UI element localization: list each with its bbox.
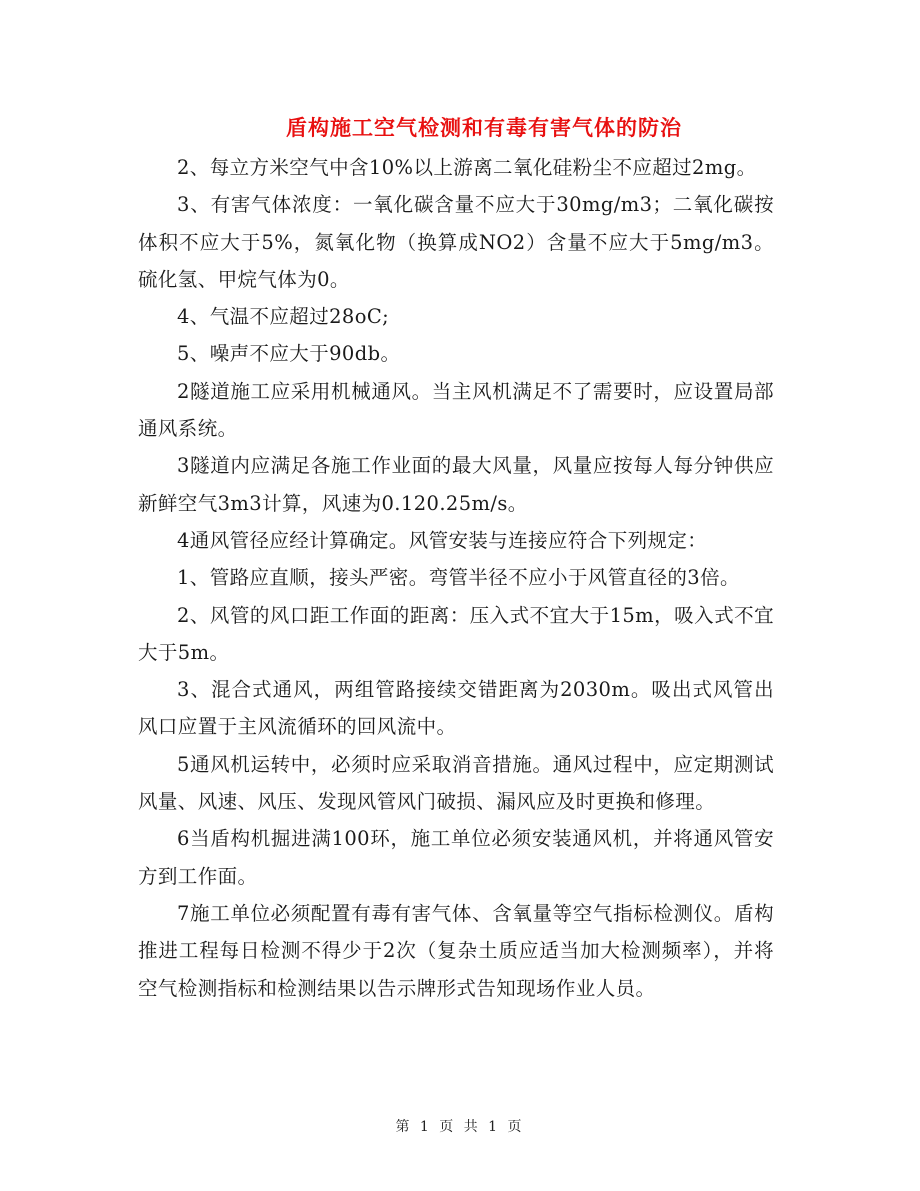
paragraph: 3、混合式通风，两组管路接续交错距离为2030m。吸出式风管出风口应置于主风流循环的回风流中。 — [138, 678, 774, 739]
paragraph: 7施工单位必须配置有毒有害气体、含氧量等空气指标检测仪。盾构推进工程每日检测不得少于2次（复杂土质应适当加大检测频率），并将空气检测指标和检测结果以告示牌形式告知现场作业人员。 — [138, 901, 774, 1000]
paragraph: 3隧道内应满足各施工作业面的最大风量，风量应按每人每分钟供应新鲜空气3m3计算，风速为0.120.25m/s。 — [138, 454, 774, 515]
document-title: 盾构施工空气检测和有毒有害气体的防治 — [286, 115, 682, 140]
paragraph: 3、有害气体浓度：一氧化碳含量不应大于30mg/m3；二氧化碳按体积不应大于5%，氮氧化物（换算成NO2）含量不应大于5mg/m3。硫化氢、甲烷气体为0。 — [138, 193, 774, 291]
paragraph: 5通风机运转中，必须时应采取消音措施。通风过程中，应定期测试风量、风速、风压、发现风管风门破损、漏风应及时更换和修理。 — [138, 752, 774, 814]
document-body — [138, 149, 774, 1007]
paragraph: 5、噪声不应大于90db。 — [177, 342, 401, 366]
paragraph: 1、管路应直顺，接头严密。弯管半径不应小于风管直径的3倍。 — [177, 566, 740, 590]
paragraph: 2、每立方米空气中含10%以上游离二氧化硅粉尘不应超过2mg。 — [177, 156, 757, 179]
paragraph: 2、风管的风口距工作面的距离：压入式不宜大于15m，吸入式不宜大于5m。 — [138, 603, 774, 664]
paragraph: 4、气温不应超过28oC; — [177, 305, 390, 329]
page-number-footer: 第 1 页 共 1 页 — [395, 1119, 525, 1135]
paragraph: 2隧道施工应采用机械通风。当主风机满足不了需要时，应设置局部通风系统。 — [138, 379, 774, 441]
paragraph: 4通风管径应经计算确定。风管安装与连接应符合下列规定： — [177, 528, 708, 552]
paragraph: 6当盾构机掘进满100环，施工单位必须安装通风机，并将通风管安方到工作面。 — [138, 827, 774, 888]
